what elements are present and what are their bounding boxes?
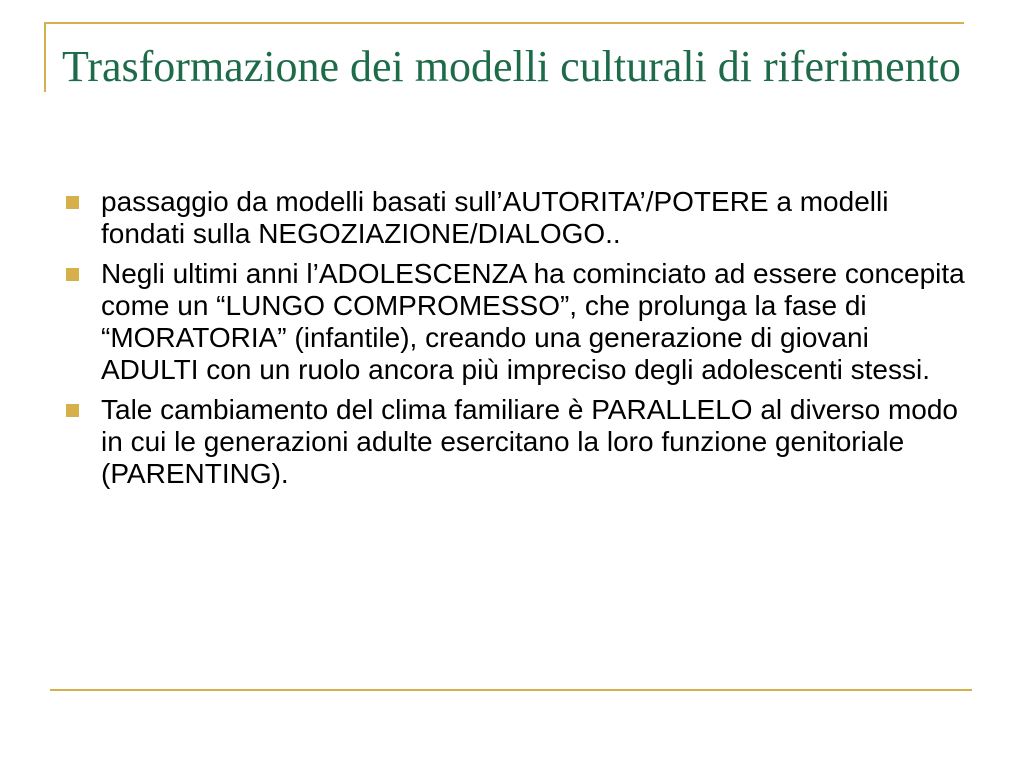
square-bullet-icon: [66, 404, 79, 417]
left-accent-line: [44, 22, 46, 92]
bullet-list: [62, 186, 972, 498]
bullet-text: passaggio da modelli basati sull’AUTORITA’/POTERE a modelli fondati sulla NEGOZIAZIONE/DIALOGO..: [101, 186, 889, 249]
bullet-text: Tale cambiamento del clima familiare è PARALLELO al diverso modo in cui le generazioni adulte esercitano la loro funzione genitoriale (PARENTING).: [101, 394, 958, 489]
bullet-text: Negli ultimi anni l’ADOLESCENZA ha cominciato ad essere concepita come un “LUNGO COMPROMESSO”, che prolunga la fase di “MORATORIA” (infantile), creando una generazione di giovani ADULTI con un ruolo ancora più impreciso degli adolescenti stessi.: [101, 258, 965, 385]
top-divider-line: [44, 22, 964, 24]
bullet-item: [62, 394, 972, 490]
bullet-item: [62, 258, 972, 386]
slide-title: Trasformazione dei modelli culturali di riferimento: [62, 42, 961, 91]
square-bullet-icon: [66, 268, 79, 281]
bullet-item: [62, 186, 972, 250]
square-bullet-icon: [66, 196, 79, 209]
bottom-divider-line: [50, 689, 972, 691]
